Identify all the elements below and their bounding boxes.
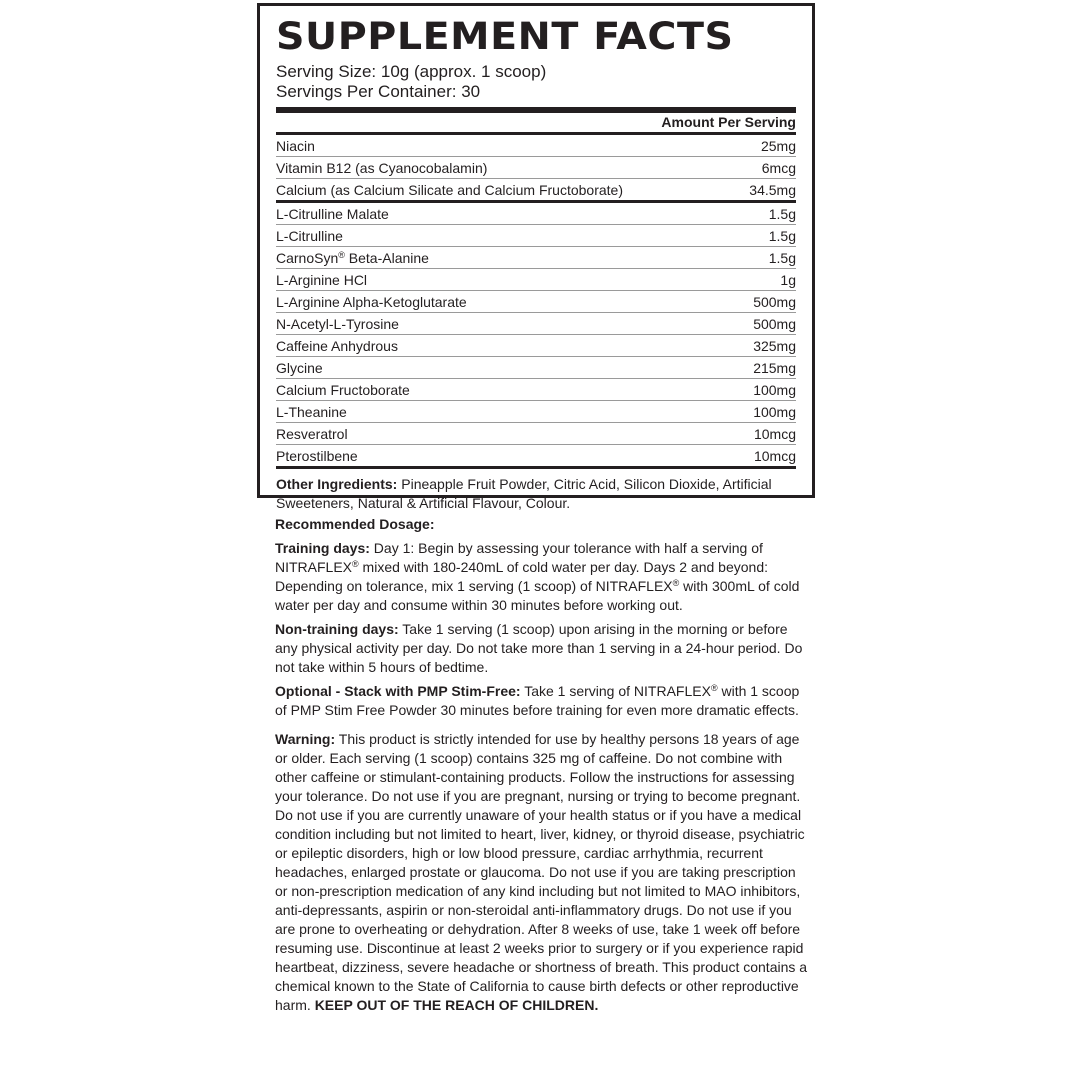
- table-row: [276, 269, 796, 291]
- ingredient-amount: 100mg: [753, 404, 796, 420]
- dosage-heading: Recommended Dosage:: [275, 516, 435, 532]
- registered-mark: ®: [710, 683, 718, 693]
- registered-mark: ®: [672, 578, 680, 588]
- table-row: [276, 401, 796, 423]
- directions-section: [275, 515, 810, 1020]
- registered-mark: ®: [338, 250, 345, 260]
- ingredient-amount: 10mcg: [753, 426, 796, 442]
- ingredient-amount: 10mcg: [753, 448, 796, 464]
- ingredient-amount: 25mg: [760, 138, 796, 154]
- ingredient-amount: 1.5g: [768, 228, 796, 244]
- servings-per-container: Servings Per Container: 30: [276, 82, 481, 101]
- optional-stack-label: Optional - Stack with PMP Stim-Free:: [275, 683, 521, 699]
- ingredient-amount: 6mcg: [761, 160, 796, 176]
- warning-label: Warning:: [275, 731, 336, 747]
- table-row: [276, 445, 796, 469]
- serving-size: Serving Size: 10g (approx. 1 scoop): [276, 62, 547, 81]
- ingredient-amount: 1.5g: [768, 250, 796, 266]
- amount-per-serving-header: Amount Per Serving: [661, 114, 796, 130]
- ingredient-amount: 325mg: [753, 338, 796, 354]
- ingredient-name-main: CarnoSyn: [276, 250, 339, 266]
- ingredient-amount: 1.5g: [768, 206, 796, 222]
- table-row: [276, 135, 796, 157]
- table-row: [276, 179, 796, 203]
- training-days-text-2: mixed with 180-240mL of cold water per day. Days 2 and beyond: Depending on tolerance, mix 1 serving (1 scoop) of NITRAFLEX: [275, 559, 768, 594]
- table-row: [276, 291, 796, 313]
- ingredient-amount: 1g: [780, 272, 796, 288]
- ingredient-name: [276, 248, 429, 268]
- optional-stack-text-2: with 1 scoop of PMP Stim Free Powder 30 minutes before training for even more dramatic effects.: [275, 683, 800, 718]
- ingredient-amount: 215mg: [753, 360, 796, 376]
- table-row: [276, 313, 796, 335]
- supplement-facts-panel: [257, 3, 815, 511]
- training-days-text-3: with 300mL of cold water per day and consume within 30 minutes before working out.: [275, 578, 800, 613]
- table-row: [276, 423, 796, 445]
- ingredient-amount: 500mg: [753, 316, 796, 332]
- ingredient-name: L-Citrulline: [276, 228, 343, 244]
- ingredient-amount: 500mg: [753, 294, 796, 310]
- ingredient-name: L-Citrulline Malate: [276, 206, 389, 222]
- table-row: [276, 247, 796, 269]
- training-days-label: Training days:: [275, 540, 370, 556]
- other-ingredients-text: Pineapple Fruit Powder, Citric Acid, Silicon Dioxide, Artificial Sweeteners, Natural & Artificial Flavour, Colour.: [276, 476, 772, 511]
- ingredient-name: L-Theanine: [276, 404, 347, 420]
- warning-closing: KEEP OUT OF THE REACH OF CHILDREN.: [314, 997, 599, 1013]
- table-row: [276, 203, 796, 225]
- ingredient-name: L-Arginine HCl: [276, 272, 368, 288]
- ingredient-name-rest: Beta-Alanine: [344, 250, 429, 266]
- non-training-days-label: Non-training days:: [275, 621, 399, 637]
- ingredient-rows: [276, 203, 796, 469]
- ingredient-name: Glycine: [276, 360, 323, 376]
- ingredient-name: Calcium (as Calcium Silicate and Calcium Fructoborate): [276, 182, 624, 198]
- registered-mark: ®: [352, 559, 359, 569]
- ingredient-amount: 100mg: [753, 382, 796, 398]
- ingredient-name: Caffeine Anhydrous: [276, 338, 398, 354]
- vitamin-rows: [276, 135, 796, 203]
- table-row: [276, 157, 796, 179]
- non-training-days-paragraph: [275, 620, 810, 677]
- ingredient-name: Niacin: [276, 138, 315, 154]
- ingredient-amount: 34.5mg: [749, 182, 796, 198]
- ingredient-name: Pterostilbene: [276, 448, 358, 464]
- facts-title: SUPPLEMENT FACTS: [276, 15, 734, 58]
- warning-paragraph: [275, 730, 810, 1015]
- training-days-paragraph: [275, 539, 810, 615]
- warning-text: This product is strictly intended for use by healthy persons 18 years of age or older. Each serving (1 scoop) contains 325 mg of caffeine. Do not combine with other caffeine or stimulant-containing products. Follow the instructions for assessing your tolerance. Do not use if you are pregnant, nursing or trying to become pregnant. Do not use if you are currently unaware of your health status or if you have a medical condition including but not limited to heart, liver, kidney, or thyroid disease, psychiatric or epileptic disorders, high or low blood pressure, cardiac arrhythmia, recurrent headaches, enlarged prostate or glaucoma. Do not use if you are taking prescription or non-prescription medication of any kind including but not limited to MAO inhibitors, anti-depressants, aspirin or non-steroidal anti-inflammatory drugs. Do not use if you are prone to overheating or dehydration. After 8 weeks of use, take 1 week off before resuming use. Discontinue at least 2 weeks prior to surgery or if you experience rapid heartbeat, dizziness, severe headache or shortness of breath. This product contains a chemical known to the State of California to cause birth defects or other reproductive harm.: [275, 731, 808, 1013]
- optional-stack-paragraph: [275, 682, 810, 720]
- ingredient-name: Vitamin B12 (as Cyanocobalamin): [276, 160, 488, 176]
- ingredient-name: Calcium Fructoborate: [276, 382, 410, 398]
- other-ingredients-label: Other Ingredients:: [276, 476, 398, 492]
- table-row: [276, 379, 796, 401]
- ingredient-name: L-Arginine Alpha-Ketoglutarate: [276, 294, 467, 310]
- training-days-text-1: Day 1: Begin by assessing your tolerance with half a serving of NITRAFLEX: [275, 540, 763, 575]
- ingredient-name: N-Acetyl-L-Tyrosine: [276, 316, 399, 332]
- ingredient-name: Resveratrol: [276, 426, 348, 442]
- table-row: [276, 225, 796, 247]
- optional-stack-text-1: Take 1 serving of NITRAFLEX: [520, 683, 711, 699]
- non-training-days-text: Take 1 serving (1 scoop) upon arising in the morning or before any physical activity per day. Do not take more than 1 serving in a 24-hour period. Do not take within 5 hours of bedtime.: [275, 621, 803, 675]
- other-ingredients: [276, 475, 796, 513]
- table-row: [276, 335, 796, 357]
- table-row: [276, 357, 796, 379]
